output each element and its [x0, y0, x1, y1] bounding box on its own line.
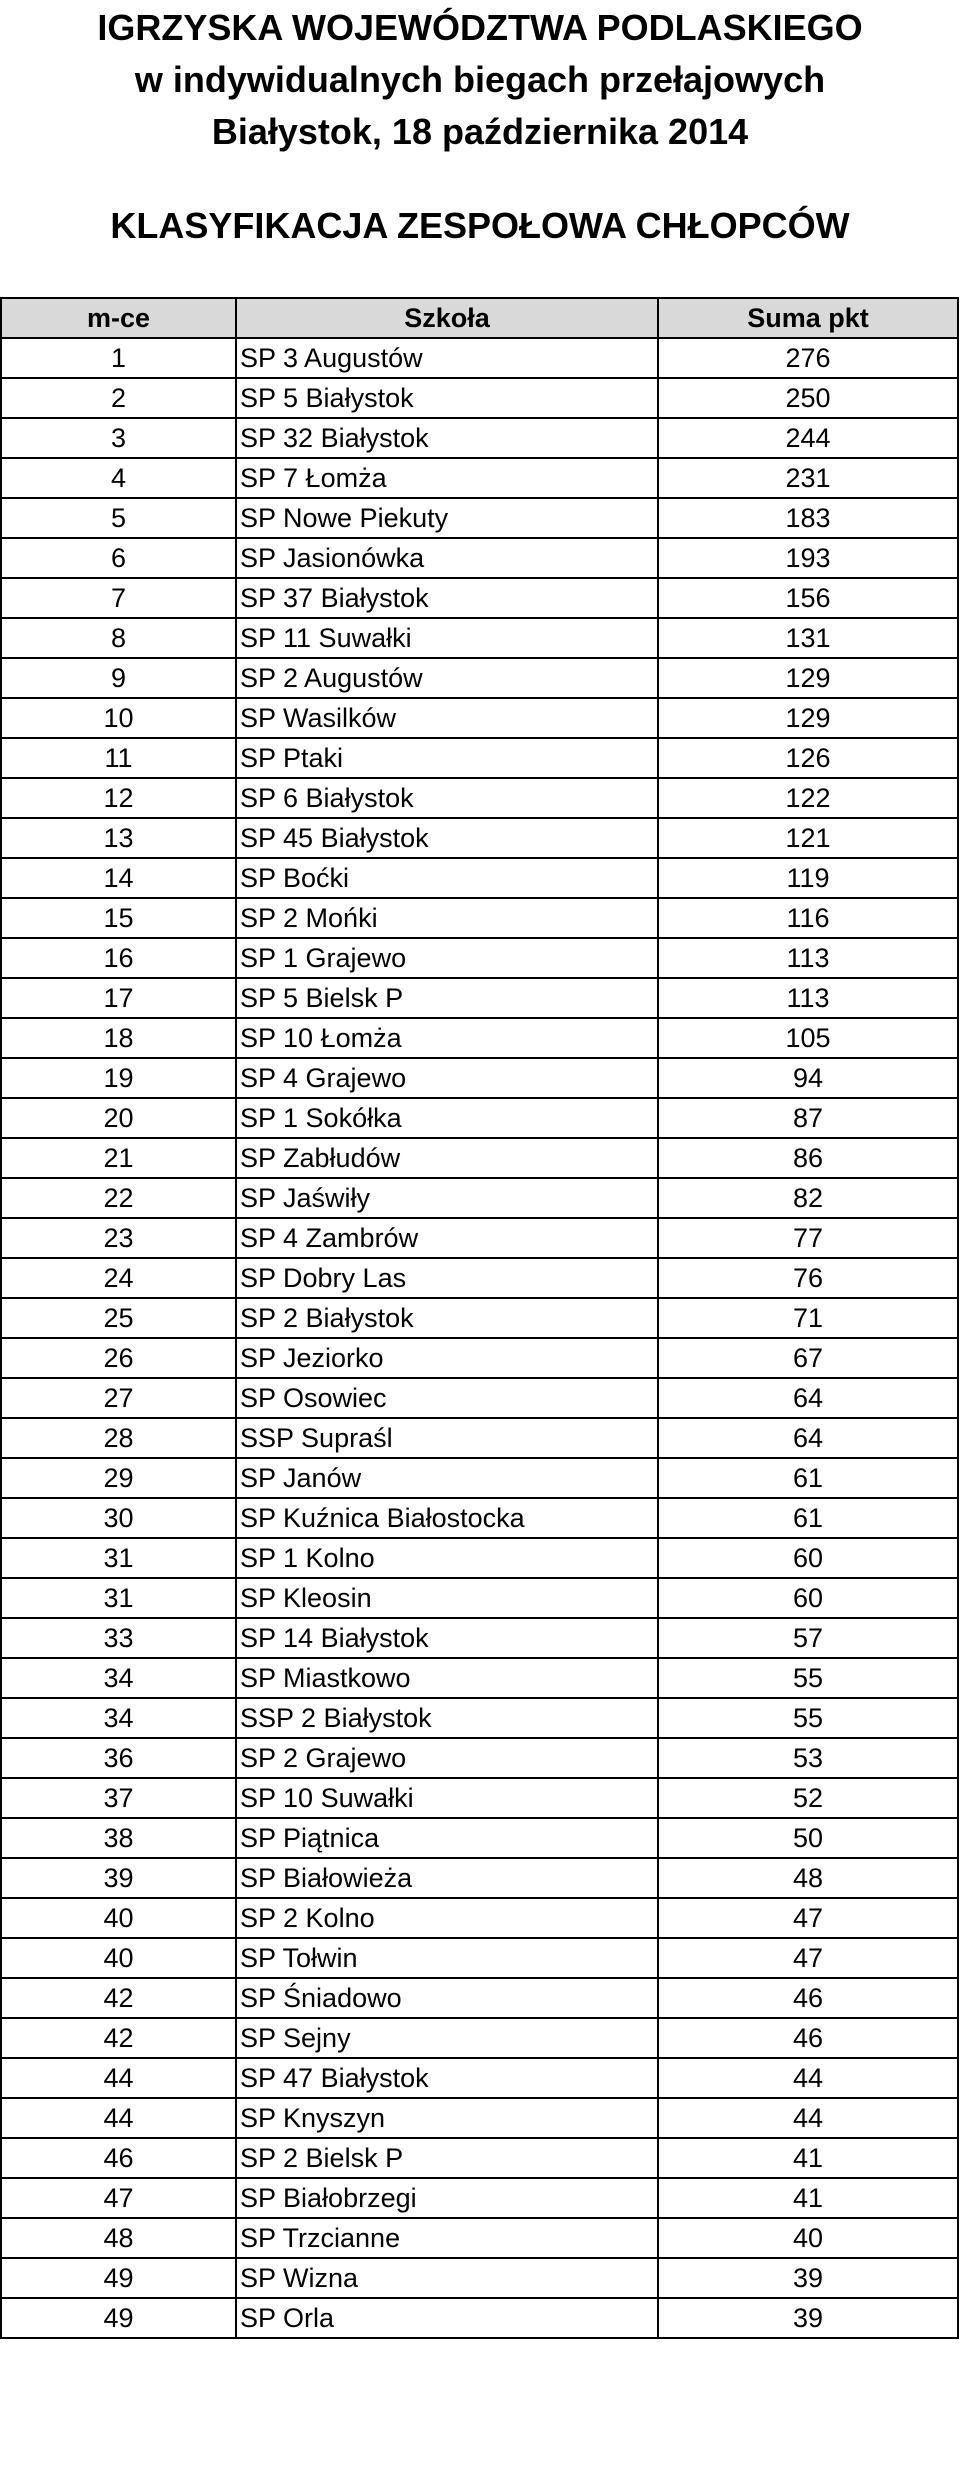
cell-points: 44: [658, 2098, 958, 2138]
cell-school: SP Śniadowo: [236, 1978, 658, 2018]
table-row: [1, 818, 958, 858]
cell-points: 129: [658, 658, 958, 698]
cell-points: 52: [658, 1778, 958, 1818]
table-row: [1, 1298, 958, 1338]
cell-school: SP Boćki: [236, 858, 658, 898]
cell-place: 22: [1, 1178, 236, 1218]
cell-school: SP Zabłudów: [236, 1138, 658, 1178]
cell-points: 131: [658, 618, 958, 658]
cell-school: SP Miastkowo: [236, 1658, 658, 1698]
cell-points: 193: [658, 538, 958, 578]
cell-place: 47: [1, 2178, 236, 2218]
cell-place: 18: [1, 1018, 236, 1058]
table-row: [1, 2298, 958, 2338]
cell-place: 12: [1, 778, 236, 818]
cell-school: SP 4 Zambrów: [236, 1218, 658, 1258]
cell-school: SP 5 Bielsk P: [236, 978, 658, 1018]
cell-place: 37: [1, 1778, 236, 1818]
table-row: [1, 1178, 958, 1218]
table-row: [1, 458, 958, 498]
cell-points: 40: [658, 2218, 958, 2258]
cell-points: 129: [658, 698, 958, 738]
table-row: [1, 1698, 958, 1738]
cell-school: SP 2 Grajewo: [236, 1738, 658, 1778]
cell-place: 16: [1, 938, 236, 978]
cell-points: 39: [658, 2258, 958, 2298]
cell-school: SP Białobrzegi: [236, 2178, 658, 2218]
cell-place: 31: [1, 1578, 236, 1618]
cell-points: 53: [658, 1738, 958, 1778]
cell-points: 61: [658, 1498, 958, 1538]
cell-points: 64: [658, 1418, 958, 1458]
cell-points: 244: [658, 418, 958, 458]
cell-place: 42: [1, 1978, 236, 2018]
cell-place: 19: [1, 1058, 236, 1098]
table-row: [1, 938, 958, 978]
cell-place: 23: [1, 1218, 236, 1258]
table-row: [1, 978, 958, 1018]
cell-points: 41: [658, 2178, 958, 2218]
cell-points: 60: [658, 1578, 958, 1618]
cell-school: SP 37 Białystok: [236, 578, 658, 618]
cell-school: SP Dobry Las: [236, 1258, 658, 1298]
cell-place: 44: [1, 2058, 236, 2098]
table-row: [1, 1498, 958, 1538]
cell-school: SP 1 Kolno: [236, 1538, 658, 1578]
table-row: [1, 2098, 958, 2138]
cell-place: 24: [1, 1258, 236, 1298]
cell-place: 33: [1, 1618, 236, 1658]
cell-school: SP 47 Białystok: [236, 2058, 658, 2098]
cell-place: 34: [1, 1658, 236, 1698]
cell-place: 48: [1, 2218, 236, 2258]
table-row: [1, 2218, 958, 2258]
cell-place: 7: [1, 578, 236, 618]
cell-points: 46: [658, 2018, 958, 2058]
cell-place: 11: [1, 738, 236, 778]
cell-points: 41: [658, 2138, 958, 2178]
cell-points: 87: [658, 1098, 958, 1138]
table-row: [1, 2058, 958, 2098]
cell-place: 49: [1, 2298, 236, 2338]
cell-place: 4: [1, 458, 236, 498]
cell-place: 49: [1, 2258, 236, 2298]
cell-place: 30: [1, 1498, 236, 1538]
table-row: [1, 1538, 958, 1578]
cell-points: 47: [658, 1898, 958, 1938]
table-row: [1, 858, 958, 898]
cell-points: 82: [658, 1178, 958, 1218]
cell-school: SP Jasionówka: [236, 538, 658, 578]
cell-school: SP 32 Białystok: [236, 418, 658, 458]
table-row: [1, 618, 958, 658]
cell-points: 126: [658, 738, 958, 778]
cell-school: SP 10 Suwałki: [236, 1778, 658, 1818]
cell-school: SP Trzcianne: [236, 2218, 658, 2258]
cell-points: 61: [658, 1458, 958, 1498]
table-row: [1, 338, 958, 378]
table-row: [1, 1618, 958, 1658]
column-header-place: m-ce: [1, 298, 236, 338]
cell-points: 44: [658, 2058, 958, 2098]
cell-school: SP 14 Białystok: [236, 1618, 658, 1658]
cell-school: SP 10 Łomża: [236, 1018, 658, 1058]
cell-points: 183: [658, 498, 958, 538]
cell-school: SP Osowiec: [236, 1378, 658, 1418]
table-header-row: [1, 298, 958, 338]
cell-school: SP Piątnica: [236, 1818, 658, 1858]
cell-place: 36: [1, 1738, 236, 1778]
cell-school: SP Sejny: [236, 2018, 658, 2058]
table-row: [1, 1978, 958, 2018]
classification-title: KLASYFIKACJA ZESPOŁOWA CHŁOPCÓW: [110, 205, 850, 246]
cell-place: 15: [1, 898, 236, 938]
cell-school: SP 7 Łomża: [236, 458, 658, 498]
cell-school: SP 2 Mońki: [236, 898, 658, 938]
event-subtitle: w indywidualnych biegach przełajowych: [134, 59, 826, 100]
cell-school: SP Ptaki: [236, 738, 658, 778]
table-row: [1, 1938, 958, 1978]
cell-points: 113: [658, 978, 958, 1018]
cell-place: 42: [1, 2018, 236, 2058]
cell-school: SP Wizna: [236, 2258, 658, 2298]
cell-place: 31: [1, 1538, 236, 1578]
table-row: [1, 1898, 958, 1938]
table-row: [1, 378, 958, 418]
cell-points: 113: [658, 938, 958, 978]
cell-school: SP 2 Kolno: [236, 1898, 658, 1938]
table-row: [1, 898, 958, 938]
cell-points: 77: [658, 1218, 958, 1258]
cell-place: 6: [1, 538, 236, 578]
cell-points: 156: [658, 578, 958, 618]
cell-place: 25: [1, 1298, 236, 1338]
cell-points: 57: [658, 1618, 958, 1658]
cell-school: SP Jeziorko: [236, 1338, 658, 1378]
cell-points: 71: [658, 1298, 958, 1338]
table-row: [1, 1778, 958, 1818]
cell-place: 40: [1, 1898, 236, 1938]
table-row: [1, 1338, 958, 1378]
cell-place: 10: [1, 698, 236, 738]
cell-points: 121: [658, 818, 958, 858]
cell-place: 27: [1, 1378, 236, 1418]
cell-school: SP Knyszyn: [236, 2098, 658, 2138]
cell-school: SP Jaświły: [236, 1178, 658, 1218]
cell-school: SP 2 Białystok: [236, 1298, 658, 1338]
cell-points: 48: [658, 1858, 958, 1898]
cell-school: SP Orla: [236, 2298, 658, 2338]
cell-school: SP Wasilków: [236, 698, 658, 738]
cell-place: 14: [1, 858, 236, 898]
cell-school: SP Białowieża: [236, 1858, 658, 1898]
column-header-points: Suma pkt: [658, 298, 958, 338]
table-row: [1, 418, 958, 458]
cell-points: 60: [658, 1538, 958, 1578]
cell-place: 44: [1, 2098, 236, 2138]
cell-points: 47: [658, 1938, 958, 1978]
cell-place: 3: [1, 418, 236, 458]
cell-points: 119: [658, 858, 958, 898]
cell-school: SP 1 Sokółka: [236, 1098, 658, 1138]
cell-points: 39: [658, 2298, 958, 2338]
table-row: [1, 1098, 958, 1138]
table-row: [1, 578, 958, 618]
cell-school: SP 2 Augustów: [236, 658, 658, 698]
cell-school: SP 4 Grajewo: [236, 1058, 658, 1098]
results-table-container: [0, 297, 957, 2339]
cell-points: 94: [658, 1058, 958, 1098]
cell-school: SP Tołwin: [236, 1938, 658, 1978]
table-row: [1, 2258, 958, 2298]
cell-school: SP 5 Białystok: [236, 378, 658, 418]
cell-place: 28: [1, 1418, 236, 1458]
cell-school: SSP Supraśl: [236, 1418, 658, 1458]
table-row: [1, 1818, 958, 1858]
cell-place: 46: [1, 2138, 236, 2178]
table-row: [1, 1658, 958, 1698]
cell-school: SP 1 Grajewo: [236, 938, 658, 978]
cell-place: 29: [1, 1458, 236, 1498]
table-row: [1, 2178, 958, 2218]
cell-points: 116: [658, 898, 958, 938]
table-row: [1, 1418, 958, 1458]
table-row: [1, 1018, 958, 1058]
table-row: [1, 1738, 958, 1778]
cell-points: 86: [658, 1138, 958, 1178]
cell-place: 20: [1, 1098, 236, 1138]
cell-points: 250: [658, 378, 958, 418]
column-header-school: Szkoła: [236, 298, 658, 338]
cell-school: SP Janów: [236, 1458, 658, 1498]
table-row: [1, 658, 958, 698]
cell-place: 39: [1, 1858, 236, 1898]
cell-school: SP Kleosin: [236, 1578, 658, 1618]
event-title: IGRZYSKA WOJEWÓDZTWA PODLASKIEGO: [97, 7, 863, 48]
table-row: [1, 778, 958, 818]
cell-school: SP 3 Augustów: [236, 338, 658, 378]
cell-school: SP 6 Białystok: [236, 778, 658, 818]
cell-school: SSP 2 Białystok: [236, 1698, 658, 1738]
event-place-date: Białystok, 18 października 2014: [211, 111, 749, 152]
cell-school: SP Kuźnica Białostocka: [236, 1498, 658, 1538]
cell-place: 17: [1, 978, 236, 1018]
table-row: [1, 2138, 958, 2178]
table-row: [1, 1258, 958, 1298]
cell-place: 40: [1, 1938, 236, 1978]
cell-place: 13: [1, 818, 236, 858]
table-row: [1, 498, 958, 538]
table-body: [1, 338, 958, 2338]
cell-points: 105: [658, 1018, 958, 1058]
cell-place: 5: [1, 498, 236, 538]
cell-place: 9: [1, 658, 236, 698]
cell-place: 26: [1, 1338, 236, 1378]
cell-place: 1: [1, 338, 236, 378]
cell-place: 38: [1, 1818, 236, 1858]
cell-school: SP Nowe Piekuty: [236, 498, 658, 538]
table-row: [1, 1138, 958, 1178]
table-row: [1, 1218, 958, 1258]
table-row: [1, 1378, 958, 1418]
table-row: [1, 1058, 958, 1098]
cell-place: 2: [1, 378, 236, 418]
table-row: [1, 538, 958, 578]
table-row: [1, 738, 958, 778]
cell-points: 76: [658, 1258, 958, 1298]
cell-place: 8: [1, 618, 236, 658]
cell-points: 231: [658, 458, 958, 498]
cell-points: 276: [658, 338, 958, 378]
table-row: [1, 1458, 958, 1498]
cell-points: 122: [658, 778, 958, 818]
cell-school: SP 11 Suwałki: [236, 618, 658, 658]
cell-points: 67: [658, 1338, 958, 1378]
cell-place: 21: [1, 1138, 236, 1178]
results-table: [0, 297, 959, 2339]
table-row: [1, 1578, 958, 1618]
cell-points: 64: [658, 1378, 958, 1418]
cell-place: 34: [1, 1698, 236, 1738]
cell-school: SP 45 Białystok: [236, 818, 658, 858]
cell-points: 55: [658, 1698, 958, 1738]
table-row: [1, 2018, 958, 2058]
cell-points: 50: [658, 1818, 958, 1858]
table-row: [1, 698, 958, 738]
cell-points: 46: [658, 1978, 958, 2018]
cell-points: 55: [658, 1658, 958, 1698]
cell-school: SP 2 Bielsk P: [236, 2138, 658, 2178]
table-row: [1, 1858, 958, 1898]
